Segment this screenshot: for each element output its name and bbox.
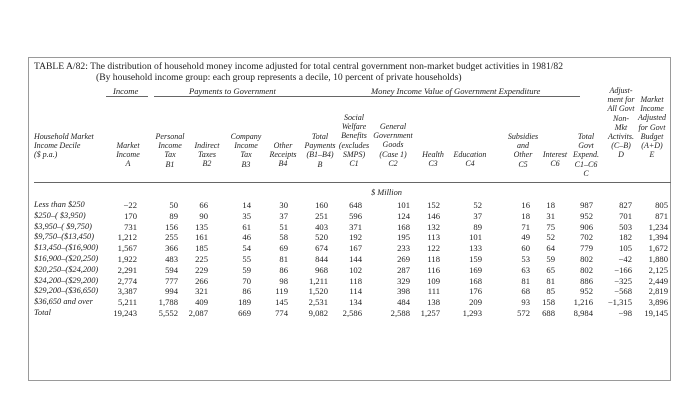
table-cell: 81 — [546, 275, 555, 286]
table-cell: 805 — [655, 200, 668, 210]
table-cell: 827 — [619, 200, 632, 210]
table-cell: 844 — [315, 254, 328, 264]
table-cell: 409 — [195, 297, 208, 308]
table-cell: 192 — [349, 232, 362, 243]
table-cell: 86 — [279, 264, 288, 275]
table-cell: 89 — [473, 221, 482, 232]
table-cell: 68 — [521, 286, 530, 297]
table-cell: 49 — [521, 232, 530, 243]
table-cell: 63 — [521, 264, 530, 275]
table-cell: 144 — [349, 254, 362, 264]
table-cell: 2,586 — [342, 308, 362, 318]
table-cell: 1,211 — [308, 275, 328, 286]
table-cell: 89 — [169, 210, 178, 221]
table-cell: 2,819 — [648, 286, 668, 297]
row-label: Less than $250 — [34, 200, 85, 209]
table-cell: 233 — [397, 243, 410, 254]
table-cell: 2,588 — [390, 308, 410, 318]
table-cell: 329 — [397, 275, 410, 286]
header-rule — [34, 182, 671, 183]
table-cell: 185 — [195, 243, 208, 254]
table-cell: 59 — [546, 254, 555, 264]
row-label: $13,450–($16,900) — [34, 243, 99, 253]
table-cell: 802 — [580, 264, 593, 275]
table-cell: 1,520 — [308, 286, 328, 297]
table-cell: 189 — [238, 297, 251, 308]
table-cell: 182 — [619, 232, 632, 243]
row-label: $16,900–($20,250) — [34, 254, 99, 263]
table-cell: 66 — [199, 200, 208, 210]
table-cell: 2,087 — [188, 308, 208, 318]
row-label: $3,950–( $9,750) — [34, 221, 92, 231]
header-health: Health C3 — [422, 150, 444, 169]
header-subsidies: Subsidies and Other C5 — [507, 132, 539, 169]
table-cell: 35 — [242, 210, 251, 221]
header-total-govt-expend: Total Govt Expend. C1–C6 C — [573, 132, 599, 178]
table-cell: 1,257 — [420, 308, 440, 318]
table-cell: 1,212 — [117, 232, 137, 243]
table-cell: 8,984 — [573, 308, 593, 318]
table-cell: 3,896 — [648, 297, 668, 308]
table-cell: 101 — [397, 200, 410, 210]
table-cell: 50 — [169, 200, 178, 210]
header-other-receipts: Other Receipts B4 — [269, 141, 297, 169]
table-cell: 69 — [279, 243, 288, 254]
table-cell: 1,216 — [573, 297, 593, 308]
table-cell: 1,672 — [648, 243, 668, 254]
table-cell: 225 — [195, 254, 208, 264]
table-cell: 90 — [199, 210, 208, 221]
table-cell: 70 — [242, 275, 251, 286]
table-cell: 195 — [397, 232, 410, 243]
table-cell: 54 — [242, 243, 251, 254]
table-cell: 774 — [275, 308, 288, 318]
table-cell: 55 — [242, 254, 251, 264]
header-company-income-tax: Company Income Tax B3 — [230, 132, 262, 169]
table-cell: 71 — [521, 221, 530, 232]
table-cell: −98 — [618, 308, 632, 318]
table-cell: 2,125 — [648, 264, 668, 275]
table-cell: 520 — [315, 232, 328, 243]
table-cell: 145 — [275, 297, 288, 308]
group-line-money — [300, 96, 580, 97]
table-cell: 209 — [469, 297, 482, 308]
table-cell: 167 — [349, 243, 362, 254]
table-cell: 19,243 — [113, 308, 137, 318]
row-label: $24,200–($29,200) — [34, 275, 99, 285]
table-cell: 3,387 — [117, 286, 137, 297]
table-cell: 14 — [242, 200, 251, 210]
table-cell: 2,291 — [117, 264, 137, 275]
table-cell: 58 — [279, 232, 288, 243]
table-cell: 170 — [124, 210, 137, 221]
row-label: $29,200–($36,650) — [34, 286, 99, 296]
table-cell: 1,394 — [648, 232, 668, 243]
table-cell: −325 — [614, 275, 632, 286]
header-education: Education C4 — [453, 150, 487, 169]
table-cell: 18 — [546, 200, 555, 210]
table-title: TABLE A/82: The distribution of household money income adjusted for total central government non-market budget activities in 1981/82 — [34, 61, 563, 72]
table-cell: 37 — [473, 210, 482, 221]
table-cell: −166 — [614, 264, 632, 275]
table-cell: 906 — [580, 221, 593, 232]
table-cell: 2,531 — [308, 297, 328, 308]
table-cell: 229 — [195, 264, 208, 275]
table-cell: 802 — [580, 254, 593, 264]
table-cell: −568 — [614, 286, 632, 297]
table-cell: 156 — [165, 221, 178, 232]
table-cell: 251 — [315, 210, 328, 221]
table-cell: 777 — [165, 275, 178, 286]
row-label: $9,750–($13,450) — [34, 232, 95, 242]
table-cell: 102 — [349, 264, 362, 275]
table-cell: 648 — [349, 200, 362, 210]
header-market-income-adjusted: Market Income Adjusted for Govt Budget (A+D) E — [638, 95, 666, 160]
table-cell: 269 — [397, 254, 410, 264]
table-cell: 168 — [397, 221, 410, 232]
table-cell: 287 — [397, 264, 410, 275]
table-cell: 503 — [619, 221, 632, 232]
row-label: Total — [34, 308, 51, 317]
table-cell: 669 — [238, 308, 251, 318]
table-cell: 30 — [279, 200, 288, 210]
table-cell: 132 — [427, 221, 440, 232]
table-cell: 169 — [469, 264, 482, 275]
table-cell: 118 — [427, 254, 440, 264]
table-cell: 321 — [195, 286, 208, 297]
table-cell: 19,145 — [644, 308, 668, 318]
group-income: Income — [113, 86, 139, 96]
table-cell: 64 — [546, 243, 555, 254]
table-cell: 59 — [242, 264, 251, 275]
table-cell: 53 — [521, 254, 530, 264]
table-cell: 779 — [580, 243, 593, 254]
group-money-income: Money Income Value of Government Expenditure — [371, 86, 541, 96]
table-cell: 118 — [349, 275, 362, 286]
table-cell: 146 — [427, 210, 440, 221]
table-cell: 60 — [521, 243, 530, 254]
row-label: $36,650 and over — [34, 297, 93, 307]
table-cell: 403 — [315, 221, 328, 232]
table-cell: 484 — [397, 297, 410, 308]
table-cell: 111 — [427, 286, 440, 297]
row-label: $250–( $3,950) — [34, 210, 86, 220]
table-cell: 968 — [315, 264, 328, 275]
table-cell: 159 — [469, 254, 482, 264]
table-cell: 1,234 — [648, 221, 668, 232]
table-cell: 987 — [580, 200, 593, 210]
table-cell: 674 — [315, 243, 328, 254]
table-cell: 952 — [580, 210, 593, 221]
header-personal-income-tax: Personal Income Tax B1 — [155, 132, 185, 169]
table-cell: 16 — [521, 200, 530, 210]
row-label: $20,250–($24,200) — [34, 264, 99, 274]
table-cell: 81 — [521, 275, 530, 286]
header-row-label: Household Market Income Decile ($ p.a.) — [34, 132, 94, 160]
table-cell: 596 — [349, 210, 362, 221]
table-cell: 731 — [124, 221, 137, 232]
table-cell: 266 — [195, 275, 208, 286]
table-cell: 85 — [546, 286, 555, 297]
table-cell: 75 — [546, 221, 555, 232]
table-cell: 161 — [195, 232, 208, 243]
header-interest: Interest C6 — [542, 150, 568, 169]
table-cell: 952 — [580, 286, 593, 297]
table-cell: 2,449 — [648, 275, 668, 286]
table-cell: 483 — [165, 254, 178, 264]
table-cell: −42 — [618, 254, 632, 264]
table-cell: 160 — [315, 200, 328, 210]
table-cell: 52 — [473, 200, 482, 210]
header-market-income: Market Income A — [116, 141, 140, 169]
table-cell: 119 — [275, 286, 288, 297]
table-cell: 1,567 — [117, 243, 137, 254]
table-cell: 886 — [580, 275, 593, 286]
table-cell: 113 — [427, 232, 440, 243]
table-cell: 122 — [427, 243, 440, 254]
table-cell: 176 — [469, 286, 482, 297]
table-subtitle: (By household income group: each group represents a decile, 10 percent of private households) — [96, 72, 462, 83]
table-cell: 18 — [521, 210, 530, 221]
table-cell: 135 — [195, 221, 208, 232]
table-cell: 81 — [279, 254, 288, 264]
table-cell: 5,211 — [117, 297, 137, 308]
group-line-income — [106, 96, 148, 97]
table-cell: 371 — [349, 221, 362, 232]
table-cell: 168 — [469, 275, 482, 286]
table-cell: 65 — [546, 264, 555, 275]
table-cell: 52 — [546, 232, 555, 243]
table-cell: 93 — [521, 297, 530, 308]
table-cell: 114 — [349, 286, 362, 297]
table-cell: 1,293 — [462, 308, 482, 318]
table-cell: 1,880 — [648, 254, 668, 264]
table-cell: −22 — [123, 200, 137, 210]
table-cell: 138 — [427, 297, 440, 308]
unit-label: $ Million — [371, 188, 402, 197]
table-cell: 86 — [242, 286, 251, 297]
group-payments: Payments to Government — [189, 86, 276, 96]
table-cell: 124 — [397, 210, 410, 221]
header-social-welfare: Social Welfare Benefits (excludes SMPS) C1 — [338, 113, 370, 169]
table-cell: 871 — [655, 210, 668, 221]
table-cell: 109 — [427, 275, 440, 286]
header-indirect-taxes: Indirect Taxes B2 — [194, 141, 220, 169]
table-cell: 9,082 — [308, 308, 328, 318]
table-cell: 116 — [427, 264, 440, 275]
table-cell: 688 — [542, 308, 555, 318]
table-cell: 152 — [427, 200, 440, 210]
header-adjustment: Adjust- ment for All Govt Non- Mkt Activits. (C–B) D — [607, 86, 635, 160]
table-cell: 398 — [397, 286, 410, 297]
table-cell: 158 — [542, 297, 555, 308]
table-cell: 994 — [165, 286, 178, 297]
table-cell: 105 — [619, 243, 632, 254]
table-cell: 133 — [469, 243, 482, 254]
header-general-goods: General Government Goods (Case 1) C2 — [373, 122, 413, 168]
table-cell: 702 — [580, 232, 593, 243]
table-cell: 134 — [349, 297, 362, 308]
table-cell: 31 — [546, 210, 555, 221]
table-cell: 255 — [165, 232, 178, 243]
table-cell: 2,774 — [117, 275, 137, 286]
table-cell: 701 — [619, 210, 632, 221]
table-cell: 37 — [279, 210, 288, 221]
table-cell: 5,552 — [158, 308, 178, 318]
table-cell: 46 — [242, 232, 251, 243]
table-cell: 594 — [165, 264, 178, 275]
table-cell: 61 — [242, 221, 251, 232]
table-cell: 366 — [165, 243, 178, 254]
table-cell: 98 — [279, 275, 288, 286]
table-cell: −1,315 — [607, 297, 632, 308]
table-cell: 1,922 — [117, 254, 137, 264]
table-cell: 51 — [279, 221, 288, 232]
header-total-payments: Total Payments (B1–B4) B — [304, 132, 336, 169]
table-cell: 101 — [469, 232, 482, 243]
table-cell: 1,788 — [158, 297, 178, 308]
table-cell: 572 — [517, 308, 530, 318]
